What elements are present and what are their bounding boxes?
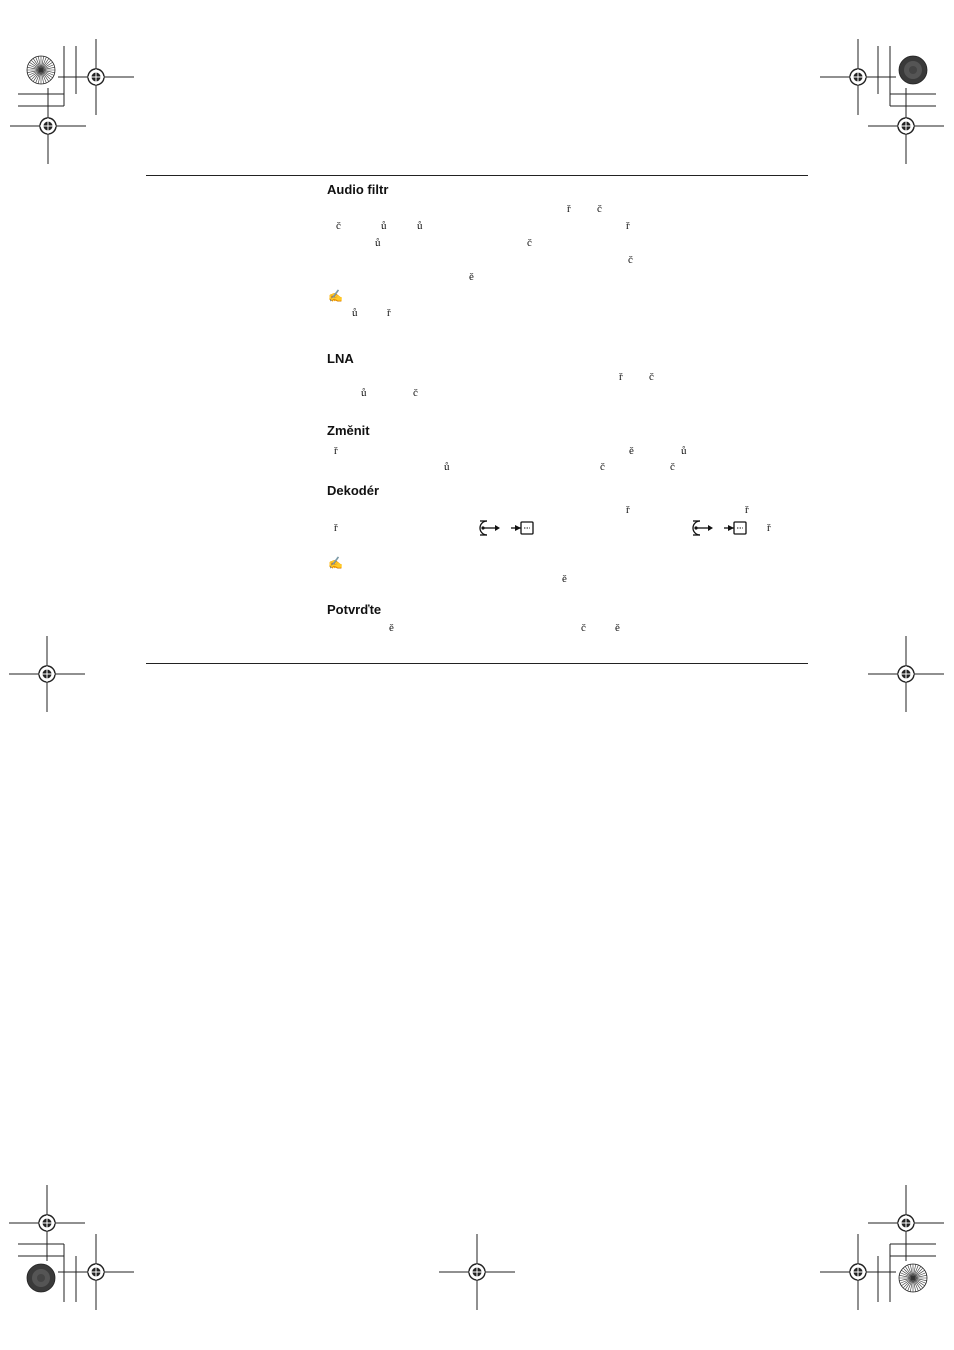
output-connector-icon <box>724 522 746 534</box>
body-glyph: ř <box>626 220 630 232</box>
input-connector-icon <box>693 521 713 535</box>
top-rule <box>146 175 808 176</box>
body-glyph: ř <box>619 371 623 383</box>
note-glyph: ů <box>352 307 358 319</box>
body-glyph: ů <box>444 461 450 473</box>
body-glyph: ř <box>567 203 571 215</box>
section-heading-change: Změnit <box>327 423 370 438</box>
body-glyph: ě <box>469 271 474 283</box>
body-glyph: č <box>413 387 418 399</box>
input-connector-icon <box>480 521 500 535</box>
note-glyph: ř <box>387 307 391 319</box>
body-glyph: ů <box>681 445 687 457</box>
body-glyph: ě <box>615 622 620 634</box>
body-glyph: č <box>600 461 605 473</box>
section-heading-decoder: Dekodér <box>327 483 380 498</box>
section-heading-audio-filter: Audio filtr <box>327 182 389 197</box>
body-glyph: ř <box>626 504 630 516</box>
connector-icons-group <box>477 519 537 537</box>
section-heading-lna: LNA <box>327 351 354 366</box>
body-glyph: ř <box>767 522 771 534</box>
body-glyph: č <box>581 622 586 634</box>
note-glyph: ě <box>562 573 567 585</box>
body-glyph: č <box>527 237 532 249</box>
bottom-rule <box>146 663 808 664</box>
body-glyph: č <box>670 461 675 473</box>
body-glyph: ů <box>381 220 387 232</box>
body-glyph: ř <box>334 445 338 457</box>
pencil-note-icon: ✍ <box>328 556 343 570</box>
section-heading-confirm: Potvrďte <box>327 602 382 617</box>
body-glyph: ů <box>375 237 381 249</box>
output-connector-icon <box>511 522 533 534</box>
body-glyph: č <box>597 203 602 215</box>
pencil-note-icon: ✍ <box>328 289 343 303</box>
body-glyph: ě <box>389 622 394 634</box>
body-glyph: ř <box>334 522 338 534</box>
body-glyph: ů <box>417 220 423 232</box>
body-glyph: ů <box>361 387 367 399</box>
connector-icons-group <box>690 519 750 537</box>
body-glyph: č <box>649 371 654 383</box>
body-glyph: ř <box>745 504 749 516</box>
body-glyph: č <box>628 254 633 266</box>
body-glyph: č <box>336 220 341 232</box>
body-glyph: ě <box>629 445 634 457</box>
